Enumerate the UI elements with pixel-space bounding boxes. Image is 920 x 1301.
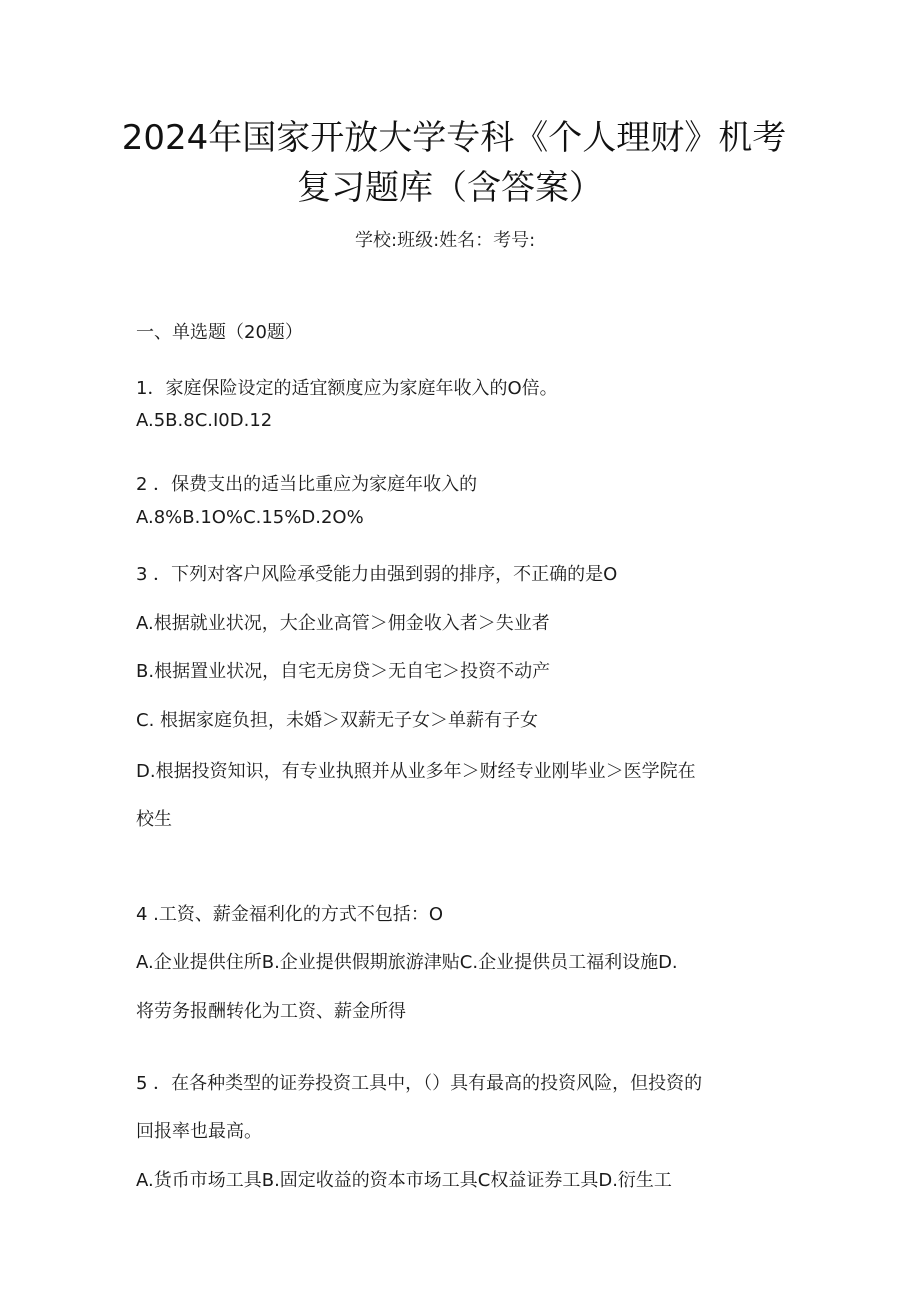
page-title-line-2: 复习题库（含答案） [297, 168, 603, 208]
question-3-option-b: B.根据置业状况，自宅无房贷＞无自宅＞投资不动产 [136, 661, 551, 682]
page-title-line-1: 2024年国家开放大学专科《个人理财》机考 [121, 118, 787, 158]
question-3-option-d: D.根据投资知识，有专业执照并从业多年＞财经专业刚毕业＞医学院在 [136, 761, 696, 782]
question-1-options: A.5B.8C.I0D.12 [136, 410, 273, 431]
question-3-option-d-cont: 校生 [136, 809, 172, 830]
question-5-stem-cont: 回报率也最高。 [136, 1121, 262, 1142]
question-2-stem: 2 ．保费支出的适当比重应为家庭年收入的 [136, 474, 478, 495]
question-3-stem: 3 ．下列对客户风险承受能力由强到弱的排序，不正确的是O [136, 564, 618, 585]
question-1-stem: 1．家庭保险设定的适宜额度应为家庭年收入的O倍。 [136, 378, 558, 399]
question-5-options: A.货币市场工具B.固定收益的资本市场工具C权益证券工具D.衍生工 [136, 1170, 672, 1191]
question-4-options-cont: 将劳务报酬转化为工资、薪金所得 [136, 1001, 406, 1022]
question-3-option-c: C. 根据家庭负担，未婚＞双薪无子女＞单薪有子女 [136, 710, 539, 731]
section-heading: 一、单选题（20题） [136, 322, 303, 343]
question-4-options: A.企业提供住所B.企业提供假期旅游津贴C.企业提供员工福利设施D. [136, 952, 678, 973]
student-info-line: 学校:班级:姓名：考号: [355, 230, 536, 251]
question-4-stem: 4 .工资、薪金福利化的方式不包括：O [136, 904, 444, 925]
question-3-option-a: A.根据就业状况，大企业高管＞佣金收入者＞失业者 [136, 613, 550, 634]
question-5-stem: 5 ．在各种类型的证券投资工具中，（）具有最高的投资风险，但投资的 [136, 1073, 703, 1094]
question-2-options: A.8%B.1O%C.15%D.2O% [136, 507, 364, 528]
